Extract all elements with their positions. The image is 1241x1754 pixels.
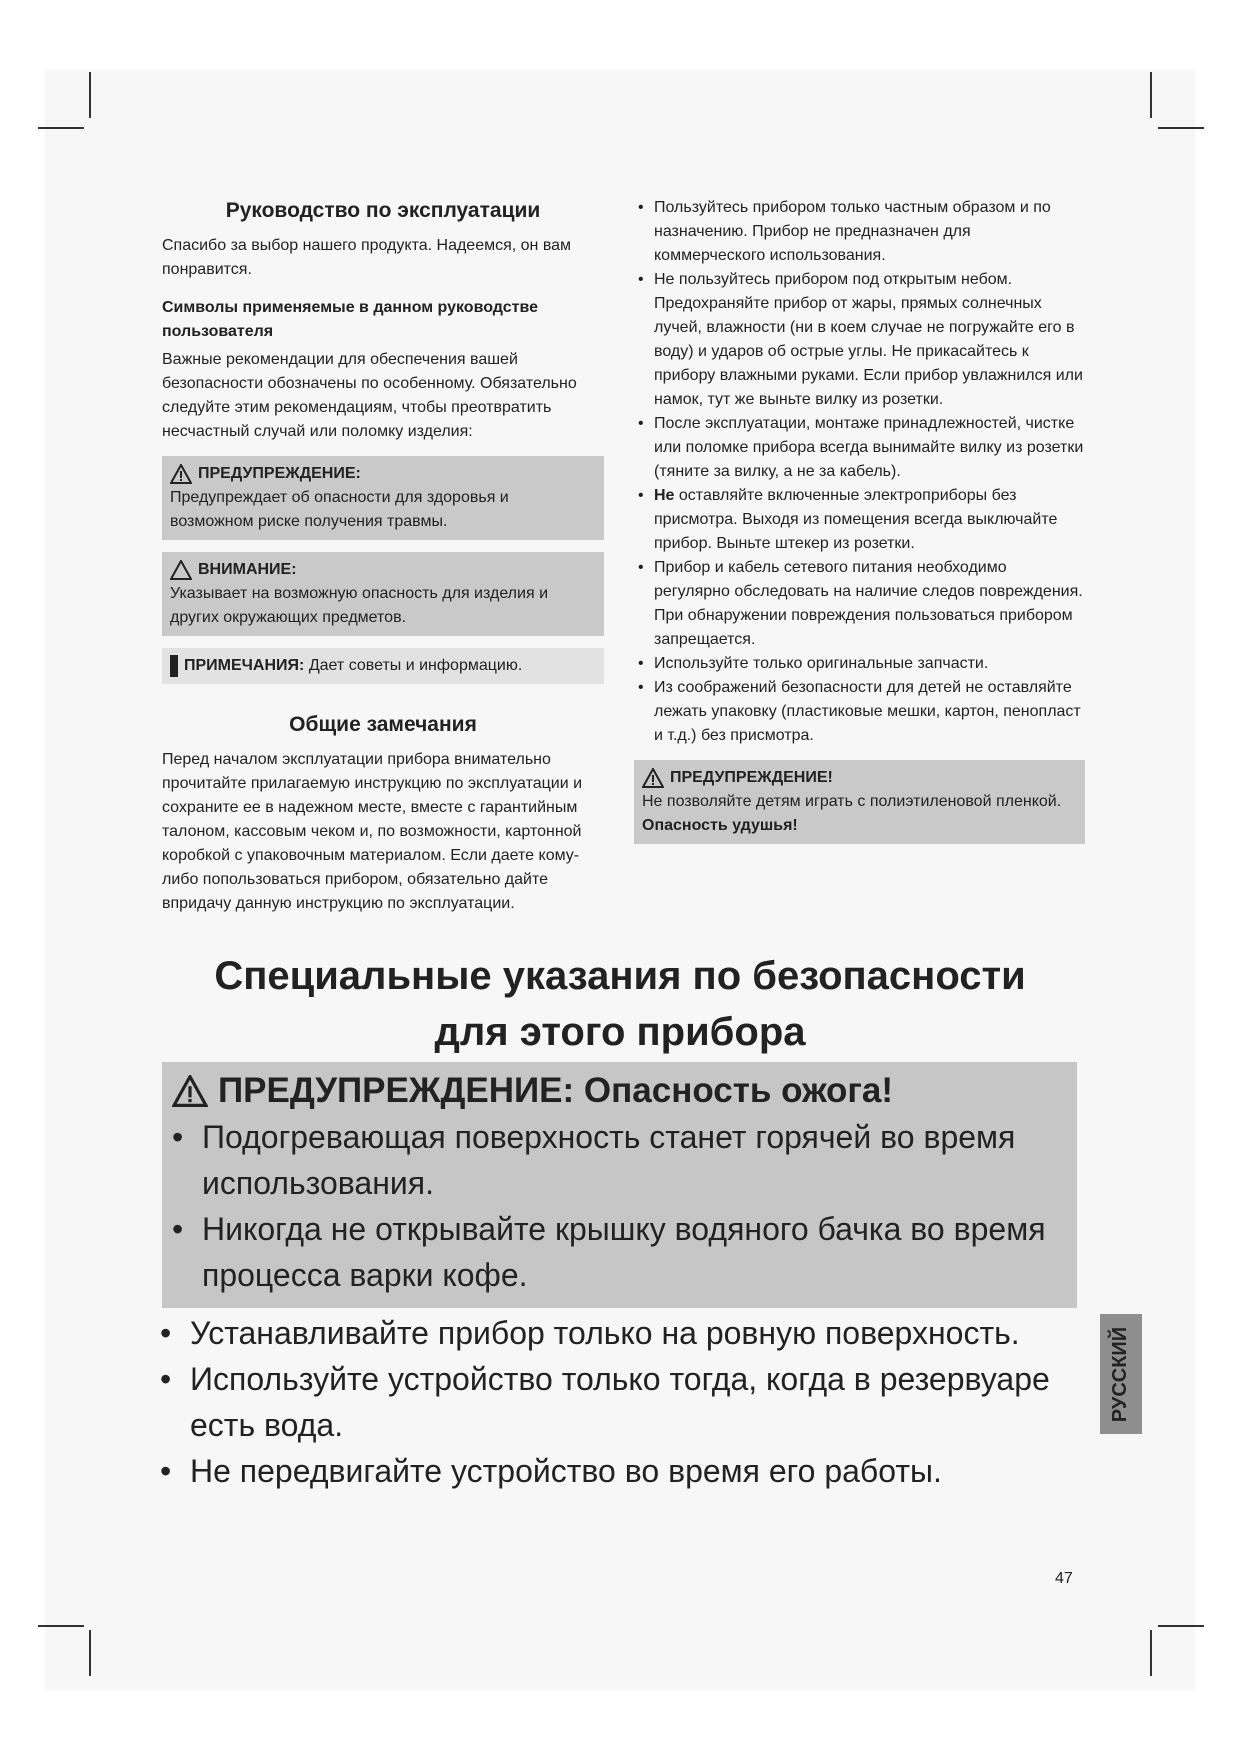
warning-title: ПРЕДУПРЕЖДЕНИЕ: [198,465,361,482]
list-item: • Подогревающая поверхность станет горячей во время использования. [172,1114,1067,1206]
list-item: • Устанавливайте прибор только на ровную поверхность. [160,1310,1080,1356]
warning-bold: Опасность удушья! [642,817,798,834]
intro-text: Спасибо за выбор нашего продукта. Надеемся, он вам понравится. [162,237,572,278]
bold-text: Не [654,487,675,504]
list-item: • Не передвигайте устройство во время его работы. [160,1448,1080,1494]
warning-triangle-icon [642,768,664,788]
list-item: • После эксплуатации, монтаже принадлежностей, чистке или поломке прибора всегда вынимайте вилку из розетки (тяните за вилку, а не за кабель). [638,412,1085,484]
list-item: • Используйте только оригинальные запчасти. [638,652,1085,676]
children-warning-box [634,760,1085,844]
special-title [140,948,1100,1060]
caution-title: ВНИМАНИЕ: [198,561,297,578]
burn-warning-box [162,1062,1077,1308]
caution-text: Указывает на возможную опасность для изделия и других окружающих предметов. [170,585,548,626]
warning-triangle-icon [170,464,192,484]
language-label: РУССКИЙ [1109,1326,1132,1422]
language-tab [1100,1314,1142,1434]
manual-title: Руководство по эксплуатации [225,199,541,222]
list-item-text: оставляйте включенные электроприборы без присмотра. Выходя из помещения всегда выключайте прибор. Выньте штекер из розетки. [654,487,1058,552]
caution-box [162,552,604,636]
list-item: • Из соображений безопасности для детей не оставляйте лежать упаковку (пластиковые мешки, картон, пенопласт и т.д.) без присмотра. [638,676,1085,748]
crop-mark [38,1625,84,1627]
list-item: • Не пользуйтесь прибором под открытым небом. Предохраняйте прибор от жары, прямых солнечных лучей, влажности (ни в коем случае не погружайте его в воду) и ударов об острые углы. Не прикасайтесь к прибору влажными руками. Если прибор увлажнился или намок, тут же выньте вилку из розетки. [638,268,1085,412]
crop-mark [89,72,91,118]
note-title: ПРИМЕЧАНИЯ: [184,657,305,674]
warning-triangle-icon [172,1075,208,1107]
general-text: Перед началом эксплуатации прибора внимательно прочитайте прилагаемую инструкцию по эксплуатации и сохраните ее в надежном месте, вместе с гарантийным талоном, кассовым чеком и, по возможности, картонной коробкой с упаковочным материалом. Если даете кому-либо попользоваться прибором, обязательно дайте впридачу данную инструкцию по эксплуатации. [162,751,583,912]
note-text: Дает советы и информацию. [308,657,523,674]
info-icon [170,655,178,677]
burn-warning-title: ПРЕДУПРЕЖДЕНИЕ: Опасность ожога! [218,1071,894,1110]
general-title: Общие замечания [289,713,477,736]
left-column [162,196,604,916]
burn-warning-list [172,1114,1067,1298]
crop-mark [1158,1625,1204,1627]
list-item: • Никогда не открывайте крышку водяного бачка во время процесса варки кофе. [172,1206,1067,1298]
list-item: • Используйте устройство только тогда, когда в резервуаре есть вода. [160,1356,1080,1448]
crop-mark [1150,1630,1152,1676]
crop-mark [1150,72,1152,118]
caution-triangle-icon [170,560,192,580]
warning-box [162,456,604,540]
safety-list [638,196,1085,748]
list-item [638,484,1085,556]
crop-mark [89,1630,91,1676]
warning-text: Предупреждает об опасности для здоровья и возможном риске получения травмы. [170,489,509,530]
special-list [160,1310,1080,1494]
warning-title: ПРЕДУПРЕЖДЕНИЕ! [670,769,833,786]
crop-mark [1158,127,1204,129]
special-title-line2: для этого прибора [434,1010,806,1054]
crop-mark [38,127,84,129]
right-column [638,196,1085,844]
symbols-heading: Символы применяемые в данном руководстве пользователя [162,299,538,340]
page-number: 47 [1055,1570,1073,1587]
special-title-line1: Специальные указания по безопасности [214,954,1026,998]
symbols-text: Важные рекомендации для обеспечения вашей безопасности обозначены по особенному. Обязательно следуйте этим рекомендациям, чтобы преотвратить несчастный случай или поломку изделия: [162,351,577,440]
list-item: • Пользуйтесь прибором только частным образом и по назначению. Прибор не предназначен для коммерческого использования. [638,196,1085,268]
note-box [162,648,604,684]
list-item: • Прибор и кабель сетевого питания необходимо регулярно обследовать на наличие следов повреждения. При обнаружении повреждения пользоваться прибором запрещается. [638,556,1085,652]
warning-text: Не позволяйте детям играть с полиэтиленовой пленкой. [642,793,1062,810]
